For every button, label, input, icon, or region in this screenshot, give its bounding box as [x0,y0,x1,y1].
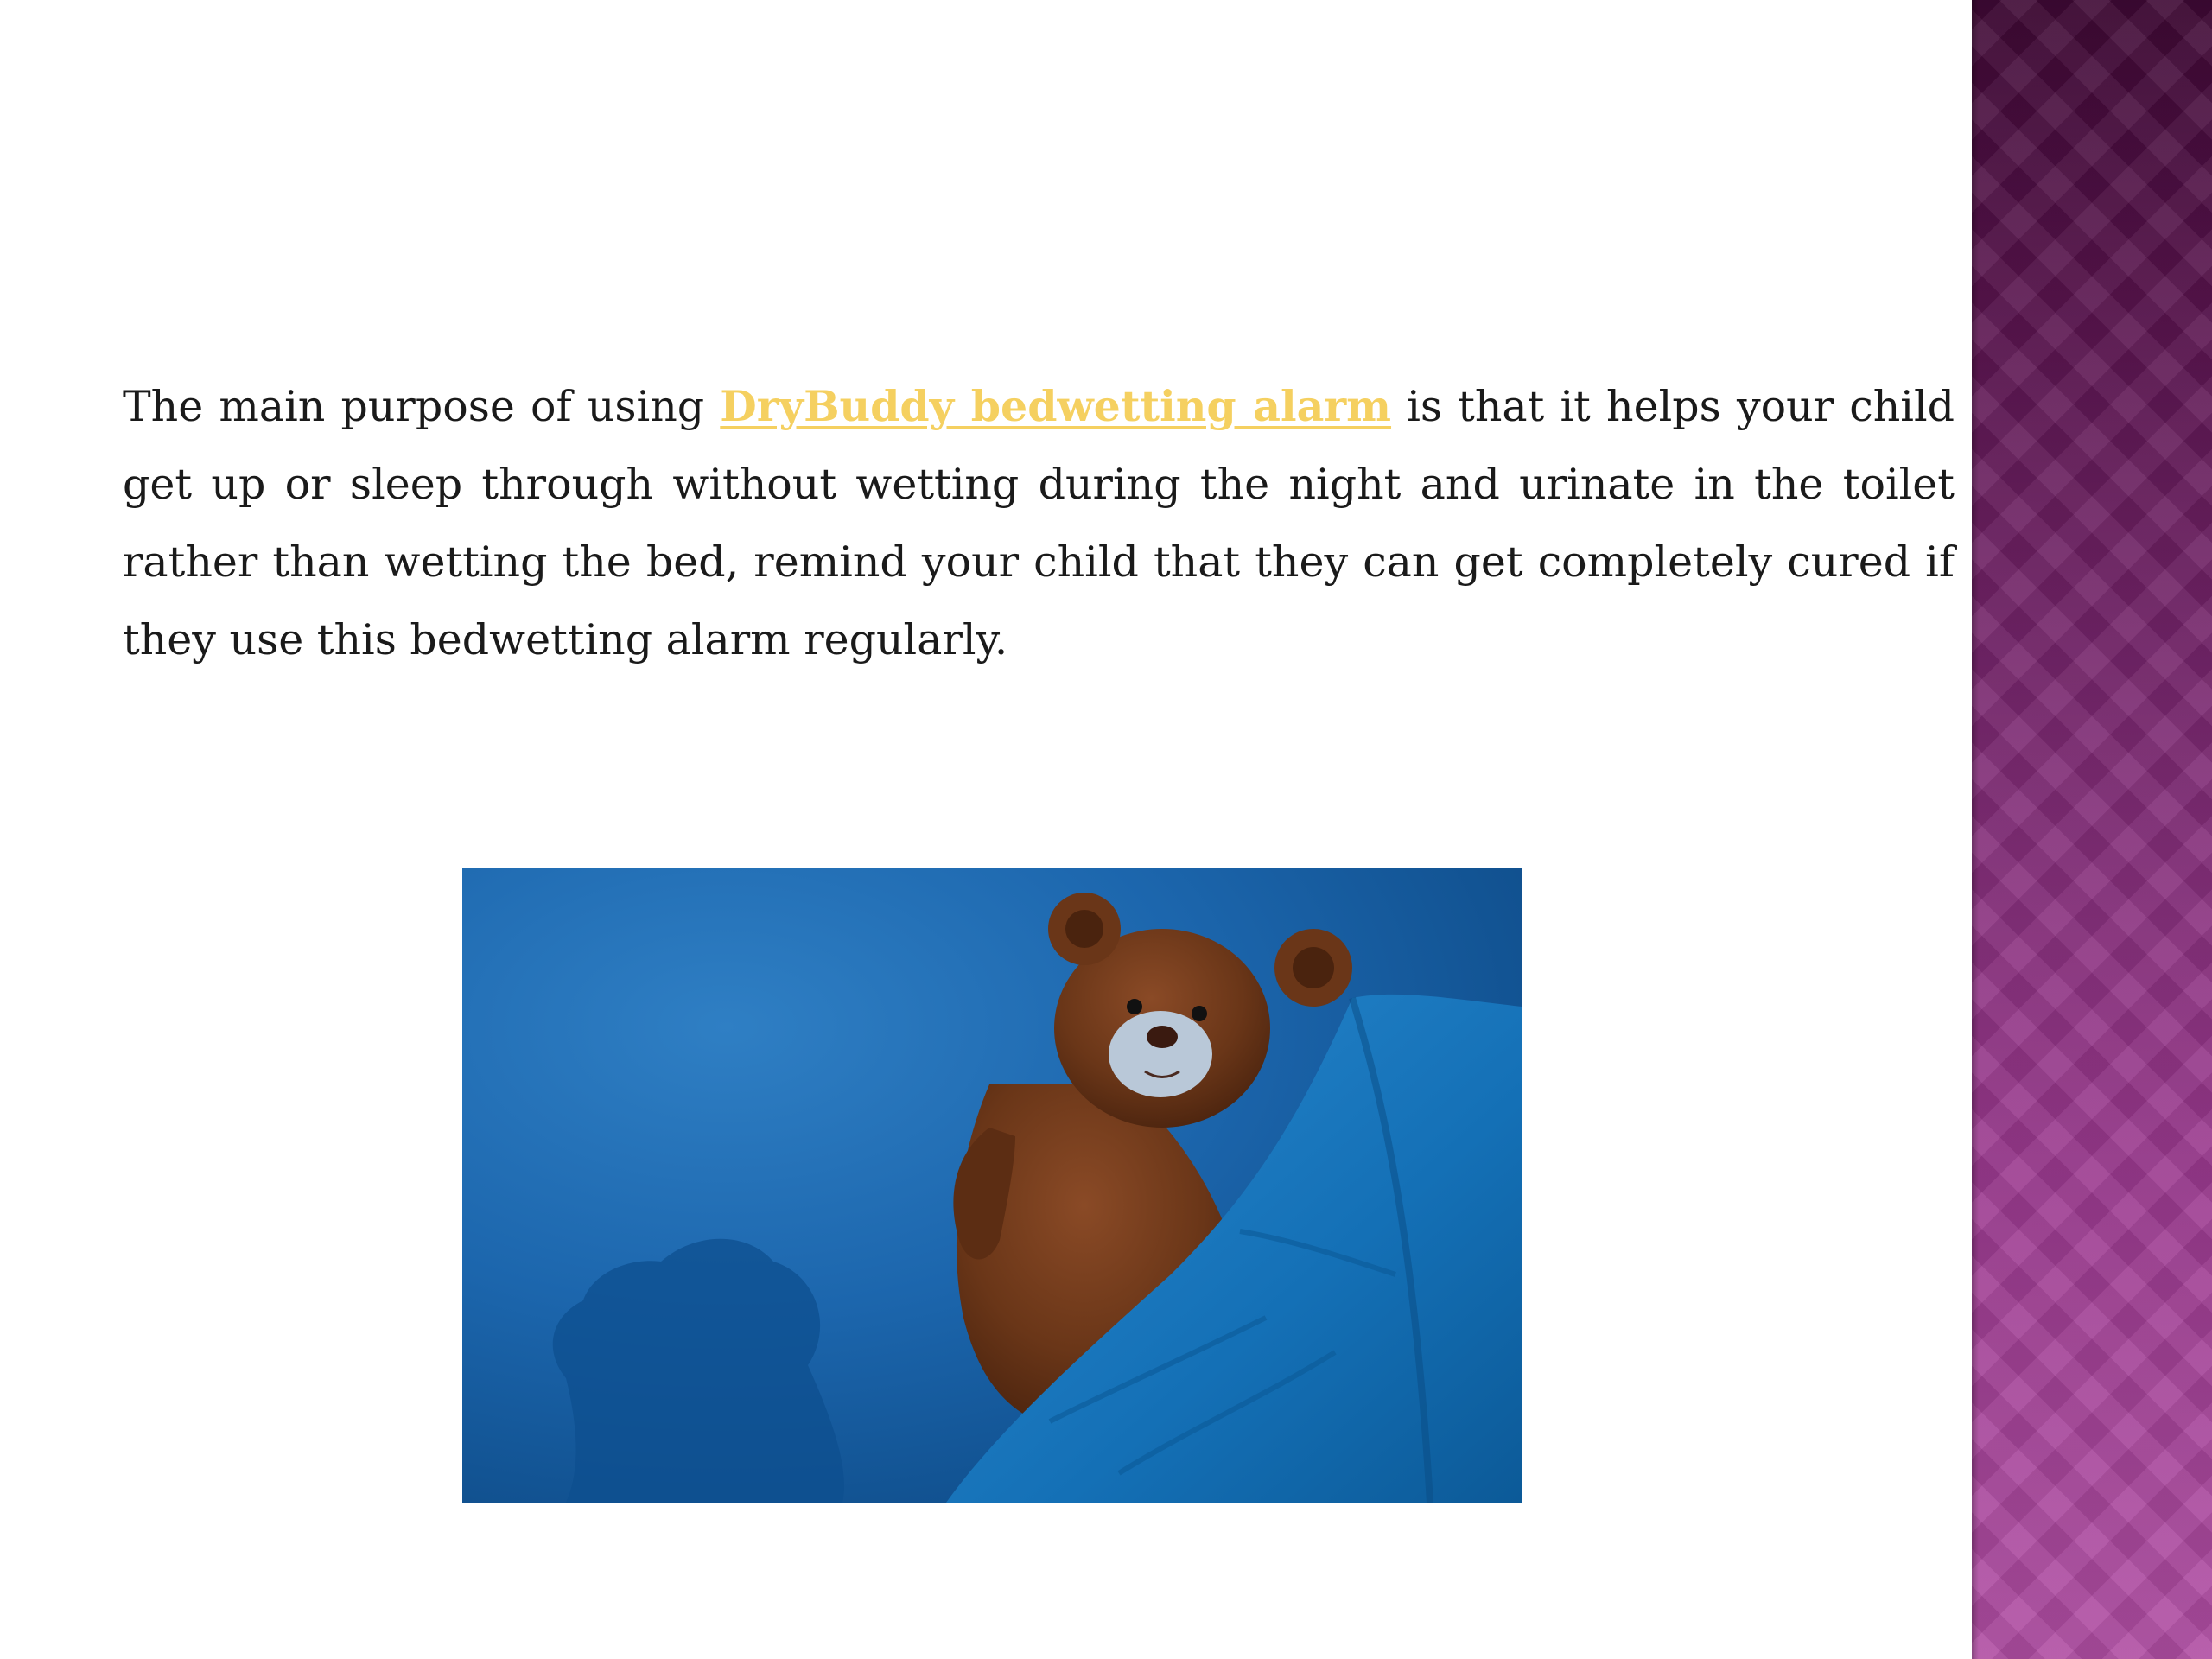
drybuddy-link[interactable]: DryBuddy bedwetting alarm [720,381,1392,431]
paragraph-rest: is that it helps your child get up or sleep through without wetting during the night and urinate in the toilet rather than wetting the bed, remind your child that they can get completely cured if they use this bedwetting alarm regularly. [123,382,1955,664]
decorative-side-band [1972,0,2212,1659]
teddy-bear-photo [462,868,1522,1503]
paragraph-intro: The main purpose of using [123,382,721,431]
body-paragraph [123,367,1955,679]
